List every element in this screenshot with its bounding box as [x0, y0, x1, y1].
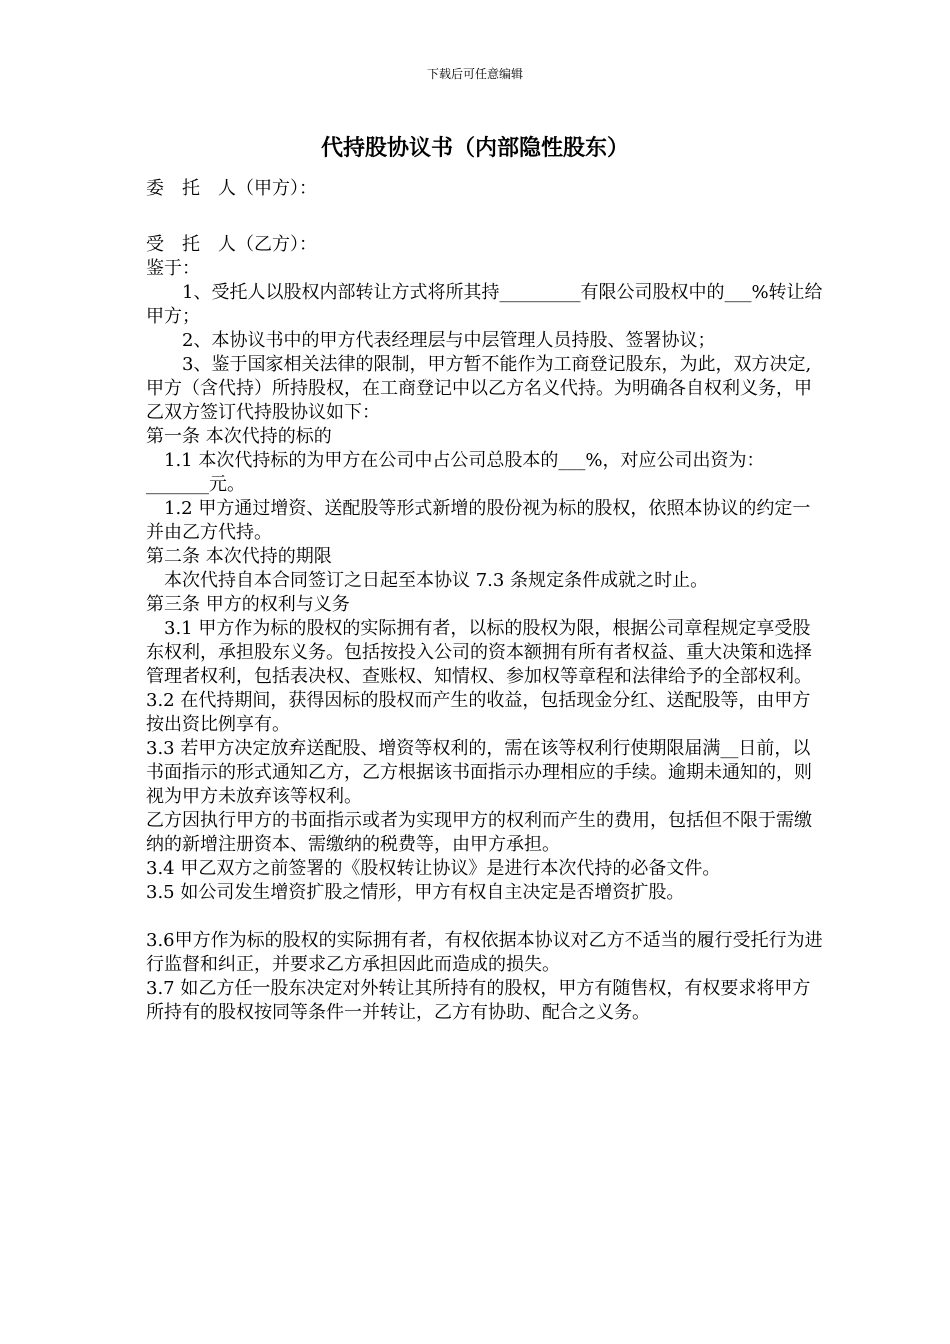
article-1-heading: 第一条 本次代持的标的: [146, 426, 332, 447]
clause-3-6: 3.6甲方作为标的股权的实际拥有者，有权依据本协议对乙方不适当的履行受托行为进行监督和纠正，并要求乙方承担因此而造成的损失。: [146, 930, 823, 975]
recital-1: 1、受托人以股权内部转让方式将所其持_________有限公司股权中的___%转让给甲方；: [146, 282, 823, 327]
document-body: [146, 177, 826, 1025]
document-title: 代持股协议书（内部隐性股东）: [320, 136, 629, 161]
recitals-heading: 鉴于：: [146, 258, 200, 279]
page-header: 下载后可任意编辑: [426, 67, 523, 81]
party-b-line: 受 托 人（乙方）：: [146, 234, 317, 255]
clause-1-1: 1.1 本次代持标的为甲方在公司中占公司总股本的___%，对应公司出资为：_______元。: [146, 450, 765, 495]
clause-3-7: 3.7 如乙方任一股东决定对外转让其所持有的股权，甲方有随售权，有权要求将甲方所持有的股权按同等条件一并转让，乙方有协助、配合之义务。: [146, 978, 811, 1023]
clause-3-1: 3.1 甲方作为标的股权的实际拥有者，以标的股权为限，根据公司章程规定享受股东权利，承担股东义务。包括按投入公司的资本额拥有所有者权益、重大决策和选择管理者权利，包括表决权、查账权、知情权、参加权等章程和法律给予的全部权利。: [146, 618, 812, 687]
clause-2-body: 本次代持自本合同签订之日起至本协议 7.3 条规定条件成就之时止。: [146, 570, 709, 591]
blank-line: [146, 201, 826, 233]
clause-1-2: 1.2 甲方通过增资、送配股等形式新增的股份视为标的股权，依照本协议的约定一并由乙方代持。: [146, 498, 811, 543]
clause-3-2: 3.2 在代持期间，获得因标的股权而产生的收益，包括现金分红、送配股等，由甲方按出资比例享有。: [146, 690, 811, 735]
clause-3-4: 3.4 甲乙双方之前签署的《股权转让协议》是进行本次代持的必备文件。: [146, 858, 721, 879]
recital-2: 2、本协议书中的甲方代表经理层与中层管理人员持股、签署协议；: [146, 330, 716, 351]
clause-3-3-expenses: 乙方因执行甲方的书面指示或者为实现甲方的权利而产生的费用，包括但不限于需缴纳的新增注册资本、需缴纳的税费等，由甲方承担。: [146, 810, 812, 855]
party-a-line: 委 托 人（甲方）：: [146, 178, 317, 199]
article-2-heading: 第二条 本次代持的期限: [146, 546, 332, 567]
article-3-heading: 第三条 甲方的权利与义务: [146, 594, 350, 615]
clause-3-5: 3.5 如公司发生增资扩股之情形，甲方有权自主决定是否增资扩股。: [146, 882, 685, 903]
recital-3: 3、鉴于国家相关法律的限制，甲方暂不能作为工商登记股东，为此，双方决定,甲方（含代持）所持股权，在工商登记中以乙方名义代持。为明确各自权利义务，甲乙双方签订代持股协议如下：: [146, 354, 812, 423]
blank-line: [146, 905, 826, 929]
clause-3-3: 3.3 若甲方决定放弃送配股、增资等权利的，需在该等权利行使期限届满__日前，以书面指示的形式通知乙方，乙方根据该书面指示办理相应的手续。逾期未通知的，则视为甲方未放弃该等权利。: [146, 738, 812, 807]
